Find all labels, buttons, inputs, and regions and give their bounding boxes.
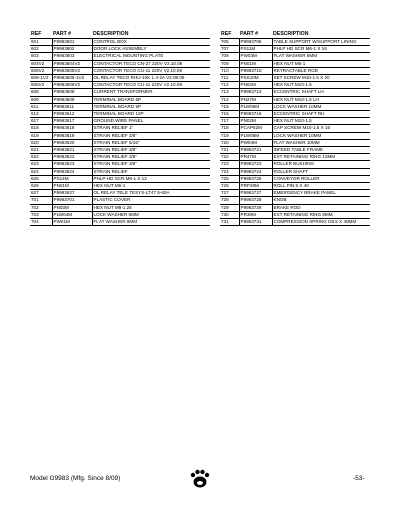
- ref-cell: 711: [220, 75, 239, 82]
- description-cell: INFEED TABLE FRAME: [272, 147, 370, 154]
- table-row: [220, 82, 370, 89]
- bear-paw-logo-icon: [189, 469, 211, 489]
- description-cell: CONTACTOR TECO CU-11 220V V2.10.08: [92, 67, 210, 74]
- table-row: [30, 219, 210, 226]
- ref-cell: 622: [30, 154, 52, 161]
- table-row: [30, 211, 210, 218]
- description-cell: ECCENTRIC SHAFT RH: [272, 111, 370, 118]
- part-number-cell: PS14M: [52, 175, 92, 182]
- ref-cell: 710: [220, 67, 239, 74]
- ref-cell: 720: [220, 139, 239, 146]
- table-row: [220, 147, 370, 154]
- part-number-cell: PCAP62M: [239, 125, 272, 132]
- table-row: [220, 154, 370, 161]
- ref-cell: 608: [30, 89, 52, 96]
- ref-cell: 705: [220, 39, 239, 46]
- part-number-cell: P9983618: [52, 125, 92, 132]
- ref-cell: 724: [220, 168, 239, 175]
- part-number-cell: P9983602: [52, 46, 92, 53]
- description-cell: CURRENT TRANSFORMER: [92, 89, 210, 96]
- page-number: -53-: [353, 475, 365, 482]
- part-number-cell: PLW06M: [239, 132, 272, 139]
- part-number-cell: P9983617: [52, 118, 92, 125]
- table-row: [30, 103, 210, 110]
- ref-cell: 626: [30, 183, 52, 190]
- ref-cell: 726: [220, 183, 239, 190]
- ref-cell: 606V2: [30, 82, 52, 89]
- part-number-cell: P9983723: [239, 161, 272, 168]
- part-number-cell: PS11M: [239, 46, 272, 53]
- part-number-cell: P9983604V2: [52, 60, 92, 67]
- part-number-cell: PSS10M: [239, 75, 272, 82]
- part-number-cell: P9983608: [52, 89, 92, 96]
- ref-cell: 602: [30, 46, 52, 53]
- ref-cell: 627: [30, 190, 52, 197]
- description-cell: TABLE SUPPORT W/SUPPORT LINING: [272, 39, 370, 46]
- parts-table-right: [220, 30, 370, 226]
- description-cell: RETRACTABLE ROD: [272, 67, 370, 74]
- description-cell: CONTACTOR TECO CN-27 220V V2.10.08: [92, 60, 210, 67]
- part-number-cell: P9983606-1V2: [52, 75, 92, 82]
- table-row: [220, 75, 370, 82]
- part-number-cell: P9983606V2: [52, 82, 92, 89]
- description-cell: EXT RETAINING RING 13MM: [272, 154, 370, 161]
- table-row: [220, 197, 370, 204]
- description-cell: COMPRESSION SPRING D8.5 X 40MM: [272, 219, 370, 226]
- table-row: [30, 39, 210, 46]
- ref-cell: 604V2: [30, 60, 52, 67]
- part-number-cell: PW04M: [239, 139, 272, 146]
- part-number-cell: PN02M: [239, 82, 272, 89]
- table-header-row: [30, 30, 210, 39]
- ref-cell: 609: [30, 96, 52, 103]
- description-cell: STRAIN RELIEF: [92, 168, 210, 175]
- ref-cell: 717: [220, 118, 239, 125]
- part-number-cell: P9983619: [52, 132, 92, 139]
- part-number-cell: PLW04M: [52, 211, 92, 218]
- table-row: [30, 154, 210, 161]
- ref-cell: 709: [220, 60, 239, 67]
- description-cell: ELECTRICAL MOUNTING PLATE: [92, 53, 210, 60]
- header-ref: REF: [221, 31, 232, 37]
- description-cell: ROLLER SHAFT: [272, 168, 370, 175]
- ref-cell: 730: [220, 211, 239, 218]
- ref-cell: 703: [30, 211, 52, 218]
- part-number-cell: PR47M: [239, 154, 272, 161]
- description-cell: STRAIN RELIEF 3/8": [92, 147, 210, 154]
- part-number-cell: P9983721: [239, 147, 272, 154]
- table-row: [220, 96, 370, 103]
- part-number-cell: P9983620: [52, 139, 92, 146]
- description-cell: STRAIN RELIEF 3/8": [92, 132, 210, 139]
- table-row: [30, 89, 210, 96]
- header-part: PART #: [240, 31, 259, 37]
- description-cell: CONTROL BOX: [92, 39, 210, 46]
- table-row: [220, 103, 370, 110]
- part-number-cell: PN01M: [239, 60, 272, 67]
- ref-cell: 623: [30, 161, 52, 168]
- description-cell: OL RELAY TELE TESYS-LT47 5-60A: [92, 190, 210, 197]
- part-number-cell: P9983713: [239, 89, 272, 96]
- description-cell: HEX NUT M10-1.5: [272, 82, 370, 89]
- part-number-cell: PLW06M: [239, 103, 272, 110]
- part-number-cell: PW03M: [239, 53, 272, 60]
- table-row: [30, 175, 210, 182]
- part-number-cell: P9983729: [239, 204, 272, 211]
- part-number-cell: P9983611: [52, 103, 92, 110]
- part-number-cell: P9983603: [52, 53, 92, 60]
- part-number-cell: P9983621: [52, 147, 92, 154]
- description-cell: FLAT WASHER 8MM: [92, 219, 210, 226]
- ref-cell: 712: [220, 82, 239, 89]
- table-row: [30, 53, 210, 60]
- table-row: [30, 161, 210, 168]
- description-cell: ROLLER BUSHING: [272, 161, 370, 168]
- description-cell: HEX NUT M6-1: [92, 183, 210, 190]
- ref-cell: 704: [30, 219, 52, 226]
- table-row: [30, 60, 210, 67]
- table-row: [30, 139, 210, 146]
- part-number-cell: P9983624: [52, 168, 92, 175]
- table-row: [30, 197, 210, 204]
- part-number-cell: P9983622: [52, 154, 92, 161]
- ref-cell: 731: [220, 219, 239, 226]
- table-row: [220, 89, 370, 96]
- description-cell: FLAT WASHER 6MM: [272, 53, 370, 60]
- ref-cell: 611: [30, 103, 52, 110]
- description-cell: OL RELAY TECO RHU-10K 1.4-2A V2.08.09: [92, 75, 210, 82]
- description-cell: EMERGENCY BRAKE PANEL: [272, 190, 370, 197]
- part-number-cell: P9983701: [52, 197, 92, 204]
- ref-cell: 725: [220, 175, 239, 182]
- description-cell: CONVEYOR ROLLER: [272, 175, 370, 182]
- description-cell: HEX NUT M6-1: [272, 60, 370, 67]
- table-row: [30, 190, 210, 197]
- table-row: [220, 190, 370, 197]
- table-row: [220, 132, 370, 139]
- table-row: [220, 175, 370, 182]
- part-number-cell: P9983716: [239, 111, 272, 118]
- table-row: [30, 168, 210, 175]
- table-row: [30, 183, 210, 190]
- ref-cell: 624: [30, 168, 52, 175]
- description-cell: TERMINAL BOARD 5P: [92, 103, 210, 110]
- part-number-cell: P9983710: [239, 67, 272, 74]
- part-number-cell: PN27M: [239, 96, 272, 103]
- table-row: [30, 96, 210, 103]
- part-number-cell: P9983601: [52, 39, 92, 46]
- part-number-cell: P9983627: [52, 190, 92, 197]
- description-cell: STRAIN RELIEF 3/8": [92, 161, 210, 168]
- part-number-cell: P9983727: [239, 190, 272, 197]
- header-description: DESCRIPTION: [273, 31, 309, 37]
- table-row: [220, 118, 370, 125]
- table-row: [220, 139, 370, 146]
- table-row: [220, 161, 370, 168]
- table-row: [220, 111, 370, 118]
- ref-cell: 719: [220, 132, 239, 139]
- table-row: [30, 82, 210, 89]
- part-number-cell: PRP28M: [239, 183, 272, 190]
- table-row: [220, 46, 370, 53]
- description-cell: STRAIN RELIEF 5/16": [92, 139, 210, 146]
- table-row: [220, 67, 370, 74]
- table-row: [220, 183, 370, 190]
- ref-cell: 721: [220, 147, 239, 154]
- table-row: [30, 204, 210, 211]
- header-ref: REF: [31, 31, 42, 37]
- description-cell: PLASTIC COVER: [92, 197, 210, 204]
- table-row: [30, 132, 210, 139]
- header-description: DESCRIPTION: [93, 31, 129, 37]
- description-cell: PHLP HD SCR M6-1 X 12: [92, 175, 210, 182]
- description-cell: SET SCREW M10-1.5 X 20: [272, 75, 370, 82]
- part-number-cell: PN02M: [239, 118, 272, 125]
- ref-cell: 601: [30, 39, 52, 46]
- description-cell: BRAKE ROD: [272, 204, 370, 211]
- table-row: [30, 111, 210, 118]
- part-number-cell: P9983705: [239, 39, 272, 46]
- ref-cell: 618: [30, 125, 52, 132]
- table-row: [30, 67, 210, 74]
- description-cell: LOCK WASHER 10MM: [272, 103, 370, 110]
- description-cell: TERMINAL BOARD 6P: [92, 96, 210, 103]
- ref-cell: 701: [30, 197, 52, 204]
- description-cell: KNOB: [272, 197, 370, 204]
- ref-cell: 621: [30, 147, 52, 154]
- table-row: [30, 118, 210, 125]
- description-cell: CONTACTOR TECO CU-11 220V V2.10.08: [92, 82, 210, 89]
- ref-cell: 707: [220, 46, 239, 53]
- description-cell: HEX NUT M10-1.5 LH: [272, 96, 370, 103]
- description-cell: TERMINAL BOARD 12P: [92, 111, 210, 118]
- description-cell: ECCENTRIC SHAFT LH: [272, 89, 370, 96]
- description-cell: STRAIN RELIEF 3/8": [92, 154, 210, 161]
- table-row: [30, 75, 210, 82]
- description-cell: HEX NUT M8-1.25: [92, 204, 210, 211]
- part-number-cell: P9983623: [52, 161, 92, 168]
- header-part: PART #: [53, 31, 72, 37]
- ref-cell: 620: [30, 139, 52, 146]
- description-cell: PHLP HD SCR M6-1 X 16: [272, 46, 370, 53]
- description-cell: ROLL PIN 5 X 40: [272, 183, 370, 190]
- part-number-cell: P9983724: [239, 168, 272, 175]
- table-row: [220, 125, 370, 132]
- ref-cell: 728: [220, 197, 239, 204]
- table-row: [220, 211, 370, 218]
- table-row: [220, 168, 370, 175]
- ref-cell: 713: [220, 89, 239, 96]
- table-row: [30, 46, 210, 53]
- table-header-row: [220, 30, 370, 39]
- ref-cell: 716: [220, 111, 239, 118]
- part-number-cell: PN03M: [52, 204, 92, 211]
- table-row: [220, 53, 370, 60]
- table-row: [220, 219, 370, 226]
- part-number-cell: PR39M: [239, 211, 272, 218]
- table-row: [220, 204, 370, 211]
- description-cell: HEX NUT M10-1.5: [272, 118, 370, 125]
- ref-cell: 625: [30, 175, 52, 182]
- ref-cell: 714: [220, 96, 239, 103]
- description-cell: CAP SCREW M10-1.5 X 16: [272, 125, 370, 132]
- part-number-cell: P9983731: [239, 219, 272, 226]
- description-cell: STRAIN RELIEF 1": [92, 125, 210, 132]
- description-cell: LOCK WASHER 8MM: [92, 211, 210, 218]
- table-row: [30, 125, 210, 132]
- table-row: [220, 39, 370, 46]
- ref-cell: 606-1V2: [30, 75, 52, 82]
- ref-cell: 605V2: [30, 67, 52, 74]
- ref-cell: 617: [30, 118, 52, 125]
- part-number-cell: PN01M: [52, 183, 92, 190]
- part-number-cell: P9983605V2: [52, 67, 92, 74]
- ref-cell: 702: [30, 204, 52, 211]
- model-footer: Model G9983 (Mfg. Since 8/09): [30, 475, 121, 482]
- description-cell: FLAT WASHER 10MM: [272, 139, 370, 146]
- parts-table-left: [30, 30, 210, 226]
- table-row: [30, 147, 210, 154]
- ref-cell: 727: [220, 190, 239, 197]
- part-number-cell: PW01M: [52, 219, 92, 226]
- description-cell: GROUND WIRE PANEL: [92, 118, 210, 125]
- ref-cell: 729: [220, 204, 239, 211]
- ref-cell: 722: [220, 154, 239, 161]
- part-number-cell: P9983612: [52, 111, 92, 118]
- ref-cell: 718: [220, 125, 239, 132]
- part-number-cell: P9983728: [239, 197, 272, 204]
- ref-cell: 723: [220, 161, 239, 168]
- part-number-cell: P9983609: [52, 96, 92, 103]
- ref-cell: 708: [220, 53, 239, 60]
- ref-cell: 619: [30, 132, 52, 139]
- part-number-cell: P9983725: [239, 175, 272, 182]
- ref-cell: 715: [220, 103, 239, 110]
- ref-cell: 612: [30, 111, 52, 118]
- description-cell: EXT RETAINING RING 8MM: [272, 211, 370, 218]
- description-cell: DOOR LOCK ASSEMBLY: [92, 46, 210, 53]
- table-row: [220, 60, 370, 67]
- description-cell: LOCK WASHER 10MM: [272, 132, 370, 139]
- ref-cell: 603: [30, 53, 52, 60]
